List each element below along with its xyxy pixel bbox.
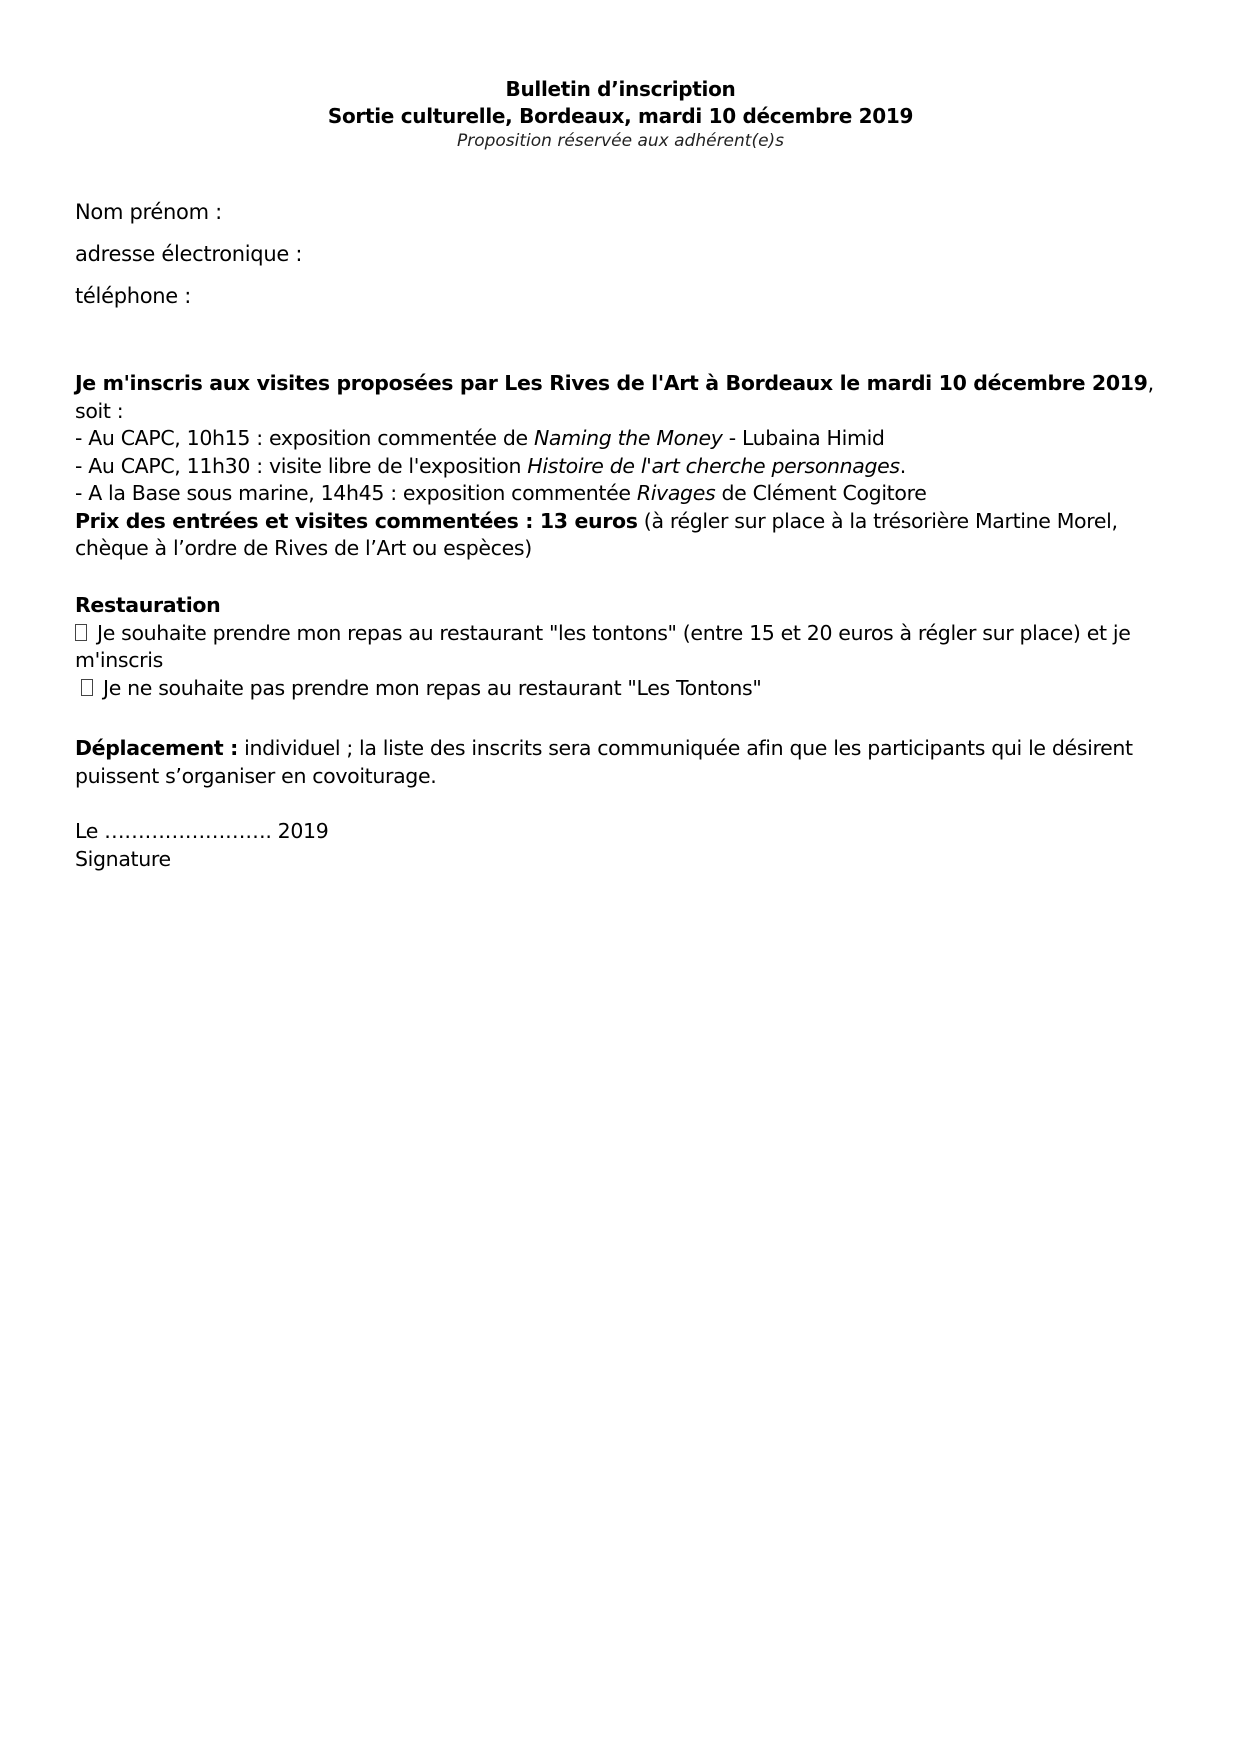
checkbox-option-1[interactable] [75, 624, 87, 641]
email-field-label: adresse électronique : [75, 242, 303, 266]
phone-field-label: téléphone : [75, 284, 192, 308]
restauration-section [75, 592, 1175, 702]
registration-soit: soit : [75, 398, 124, 423]
visit-item: - Au CAPC, 11h30 : visite libre de l'exposition Histoire de l'art cherche personnages. [75, 453, 906, 478]
exhibition-title: Naming the Money [533, 426, 723, 450]
restauration-option-1 [75, 620, 1175, 675]
deplacement-section [75, 735, 1175, 790]
document-header [0, 76, 1241, 152]
price-bold: Prix des entrées et visites commentées : 13 euros [75, 508, 638, 533]
price-details: (à régler sur place à la trésorière Martine Morel, chèque à l’ordre de Rives de l’Art ou espèces) [75, 508, 1118, 560]
title-line-2: Sortie culturelle, Bordeaux, mardi 10 décembre 2019 [327, 104, 914, 128]
option-2-label: Je ne souhaite pas prendre mon repas au restaurant "Les Tontons" [103, 675, 762, 700]
deplacement-paragraph [75, 735, 1175, 790]
signature-section [75, 818, 1175, 873]
deplacement-text: individuel ; la liste des inscrits sera communiquée afin que les participants qui le désirent puissent s’organiser en covoiturage. [75, 736, 1133, 788]
restauration-option-2 [75, 675, 1175, 703]
registration-section [75, 370, 1175, 563]
restauration-heading: Restauration [75, 593, 221, 617]
subtitle: Proposition réservée aux adhérent(e)s [456, 131, 785, 151]
contact-fields [75, 198, 302, 324]
signature-label: Signature [75, 846, 171, 871]
checkbox-option-2[interactable] [81, 679, 93, 696]
title-line-1: Bulletin d’inscription [505, 77, 736, 101]
registration-intro-comma: , [1147, 371, 1154, 395]
date-line: Le ……………………. 2019 [75, 819, 329, 843]
visit-item: - A la Base sous marine, 14h45 : exposition commentée Rivages de Clément Cogitore [75, 481, 927, 505]
exhibition-title: Histoire de l'art cherche personnages [527, 453, 900, 478]
option-1-label: Je souhaite prendre mon repas au restaurant "les tontons" (entre 15 et 20 euros à régler sur place) et je m'inscris [75, 620, 1131, 672]
registration-intro [75, 370, 1175, 398]
price-line [75, 508, 1175, 563]
name-field-label: Nom prénom : [75, 200, 222, 224]
registration-intro-bold: Je m'inscris aux visites proposées par Les Rives de l'Art à Bordeaux le mardi 10 décembre 2019 [75, 371, 1148, 395]
visit-item: - Au CAPC, 10h15 : exposition commentée de Naming the Money - Lubaina Himid [75, 426, 885, 450]
deplacement-label: Déplacement : [75, 736, 238, 760]
exhibition-title: Rivages [636, 481, 716, 505]
